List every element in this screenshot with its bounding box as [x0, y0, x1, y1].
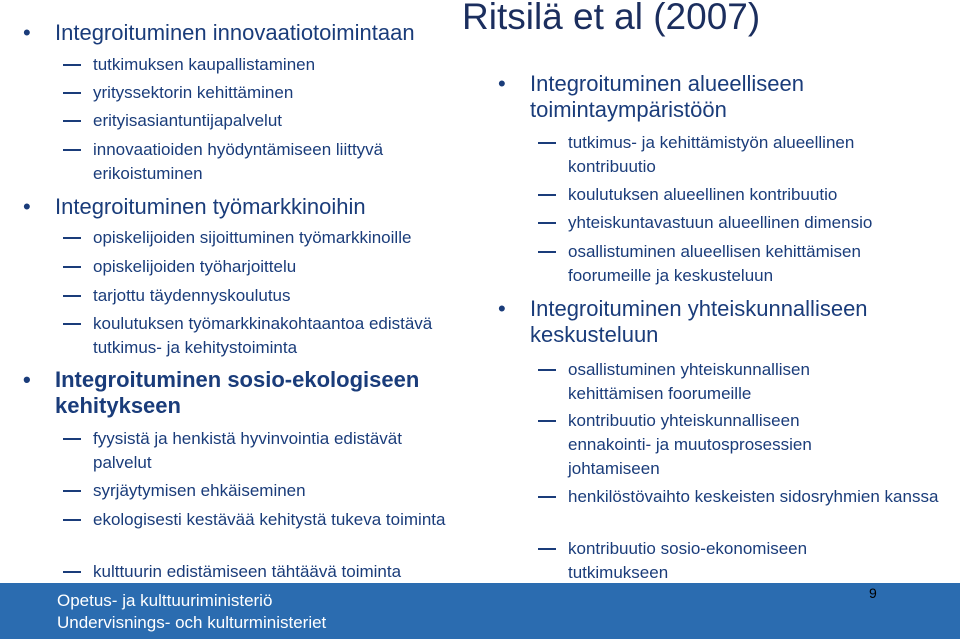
right-heading-societal — [498, 296, 930, 348]
list-item-text: kontribuutio yhteiskunnalliseen ennakointi- ja muutosprosessien johtamiseen — [568, 411, 812, 478]
bullet-icon: • — [23, 20, 31, 45]
list-item — [568, 409, 868, 481]
heading-text: Integroituminen yhteiskunnalliseen keskusteluun — [530, 296, 868, 347]
list-item-text: fyysistä ja henkistä hyvinvointia edistävät palvelut — [93, 429, 402, 472]
list-item-text: yhteiskuntavastuun alueellinen dimensio — [568, 213, 873, 232]
ministry-footer — [0, 583, 960, 639]
heading-text: Integroituminen sosio-ekologiseen kehitykseen — [55, 367, 420, 418]
list-item-text: opiskelijoiden työharjoittelu — [93, 257, 297, 276]
dash-icon — [63, 266, 81, 268]
list-item-text: yrityssektorin kehittäminen — [93, 83, 294, 102]
list-item-text: osallistuminen yhteiskunnallisen kehittämisen foorumeille — [568, 360, 810, 403]
list-item-text: koulutuksen työmarkkinakohtaantoa edistävä tutkimus- ja kehitystoiminta — [93, 314, 433, 357]
list-item — [93, 427, 463, 475]
left-heading-innovation — [23, 20, 475, 46]
heading-text: Integroituminen alueelliseen toimintaympäristöön — [530, 71, 804, 122]
dash-icon — [63, 295, 81, 297]
list-item — [568, 183, 938, 207]
list-item — [93, 255, 473, 279]
list-item — [568, 240, 928, 288]
dash-icon — [63, 490, 81, 492]
list-item-text: tarjottu täydennyskoulutus — [93, 286, 291, 305]
list-item-text: osallistuminen alueellisen kehittämisen foorumeille ja keskusteluun — [568, 242, 861, 285]
dash-icon — [538, 142, 556, 144]
list-item-text: tutkimus- ja kehittämistyön alueellinen kontribuutio — [568, 133, 855, 176]
list-item — [93, 508, 453, 532]
slide-title: Ritsilä et al (2007) — [462, 0, 761, 37]
list-item — [93, 53, 463, 77]
list-item-text: innovaatioiden hyödyntämiseen liittyvä erikoistuminen — [93, 140, 384, 183]
list-item — [93, 284, 473, 308]
list-item — [93, 109, 463, 133]
dash-icon — [538, 222, 556, 224]
list-item — [93, 479, 463, 503]
list-item-text: tutkimuksen kaupallistaminen — [93, 55, 316, 74]
left-heading-labour-market — [23, 194, 475, 220]
dash-icon — [538, 496, 556, 498]
bullet-icon: • — [23, 194, 31, 219]
dash-icon — [63, 64, 81, 66]
list-item — [568, 537, 888, 585]
dash-icon — [538, 548, 556, 550]
dash-icon — [538, 251, 556, 253]
page-number: 9 — [869, 585, 877, 601]
bullet-icon: • — [498, 71, 506, 96]
list-item — [93, 226, 473, 250]
list-item — [93, 81, 463, 105]
heading-text: Integroituminen innovaatiotoimintaan — [55, 20, 415, 45]
list-item-text: kulttuurin edistämiseen tähtäävä toiminta — [93, 562, 402, 581]
dash-icon — [63, 92, 81, 94]
dash-icon — [63, 438, 81, 440]
list-item — [93, 312, 433, 360]
ministry-name-sv: Undervisnings- och kulturministeriet — [57, 613, 327, 632]
list-item — [568, 131, 938, 179]
dash-icon — [63, 571, 81, 573]
list-item-text: ekologisesti kestävää kehitystä tukeva toiminta — [93, 510, 446, 529]
dash-icon — [538, 369, 556, 371]
list-item-text: koulutuksen alueellinen kontribuutio — [568, 185, 838, 204]
list-item-text: henkilöstövaihto keskeisten sidosryhmien kanssa — [568, 487, 939, 506]
dash-icon — [63, 149, 81, 151]
dash-icon — [63, 323, 81, 325]
bullet-icon: • — [23, 367, 31, 392]
list-item — [93, 560, 473, 584]
list-item — [568, 485, 948, 509]
left-heading-socio-ecological — [23, 367, 475, 419]
list-item-text: kontribuutio sosio-ekonomiseen tutkimukseen — [568, 539, 808, 582]
list-item — [568, 358, 898, 406]
list-item-text: erityisasiantuntijapalvelut — [93, 111, 282, 130]
dash-icon — [63, 120, 81, 122]
dash-icon — [63, 519, 81, 521]
ministry-name-fi: Opetus- ja kulttuuriministeriö — [57, 591, 273, 610]
list-item-text: syrjäytymisen ehkäiseminen — [93, 481, 306, 500]
bullet-icon: • — [498, 296, 506, 321]
list-item-text: opiskelijoiden sijoittuminen työmarkkinoille — [93, 228, 412, 247]
list-item — [568, 211, 938, 235]
dash-icon — [538, 420, 556, 422]
right-heading-regional — [498, 71, 910, 123]
heading-text: Integroituminen työmarkkinoihin — [55, 194, 366, 219]
list-item — [93, 138, 443, 186]
dash-icon — [63, 237, 81, 239]
dash-icon — [538, 194, 556, 196]
